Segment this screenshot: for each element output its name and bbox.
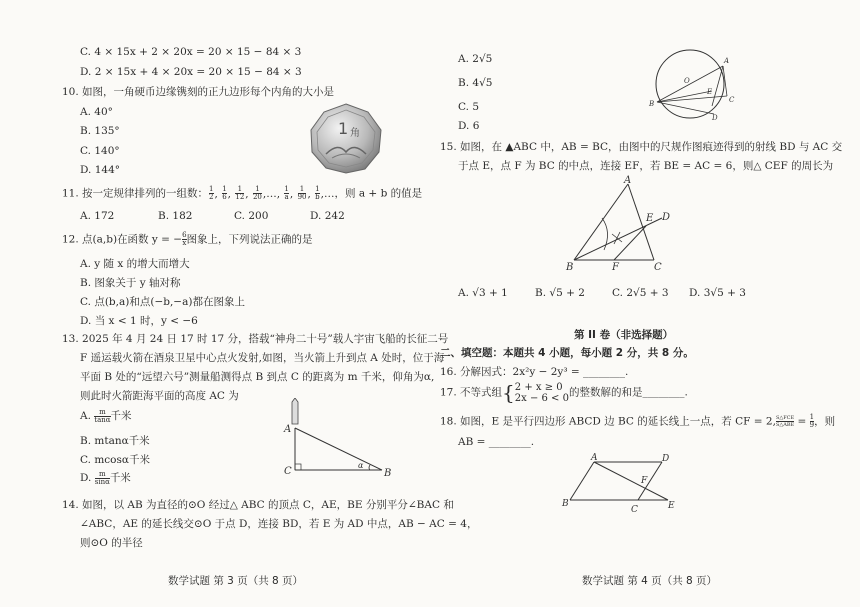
q17-text: 17. 不等式组{ 2 + x ≥ 0 2x − 6 < 0 的整数解的和是________. [440, 380, 688, 405]
q13-option-c: C. mcosα千米 [80, 454, 150, 466]
sequence-fraction: $\frac{1}{20}$ [252, 185, 262, 201]
svg-text:C: C [729, 96, 735, 104]
q11-option-a: A. 172 [80, 210, 115, 222]
q13-line1: 13. 2025 年 4 月 24 日 17 时 17 分，搭载“神舟二十号”载人宇宙飞船的长征二号 [62, 333, 449, 345]
q12-option-c: C. 点(b,a)和点(−b,−a)都在图象上 [80, 296, 245, 308]
q13-option-b: B. mtanα千米 [80, 435, 150, 447]
q18-line2: AB = ________. [458, 436, 535, 448]
q14-option-c: C. 5 [458, 101, 480, 113]
q15-option-d: D. 3√5 + 3 [689, 287, 746, 299]
q11-option-d: D. 242 [310, 210, 345, 222]
q14-line2: ∠ABC，AE 的延长线交⊙O 于点 D，连接 BD，若 E 为 AD 中点，AB − AC = 4， [80, 518, 478, 530]
svg-text:E: E [646, 213, 654, 224]
svg-text:A: A [591, 453, 598, 463]
svg-text:α: α [358, 461, 364, 470]
svg-text:A: A [724, 57, 730, 65]
q15-line2: 于点 E，点 F 为 BC 的中点，连接 EF，若 BE = AC = 6，则△ CEF 的周长为 [458, 160, 834, 172]
part2-title: 第 II 卷（非选择题） [574, 329, 674, 341]
circle-figure [644, 46, 740, 122]
svg-text:C: C [284, 466, 292, 477]
sequence-fraction: $\frac{1}{6}$ [222, 185, 227, 201]
svg-text:B: B [649, 100, 655, 108]
q13-line4: 则此时火箭距海平面的高度 AC 为 [80, 390, 239, 402]
svg-text:E: E [707, 88, 713, 96]
sequence-fraction: $\frac{1}{12}$ [235, 185, 245, 201]
q13-option-a: A. $\frac{m}{\tan\alpha}$ 千米 [80, 407, 132, 424]
svg-text:D: D [712, 114, 718, 122]
q12-fraction: $\frac{6}{x}$ [182, 231, 187, 247]
q15-option-c: C. 2√5 + 3 [612, 287, 669, 299]
q14-option-d: D. 6 [458, 120, 480, 132]
q15-option-b: B. √5 + 2 [535, 287, 585, 299]
svg-text:B: B [384, 468, 392, 479]
sequence-fraction: $\frac{1}{a}$ [284, 185, 289, 201]
q15-option-a: A. √3 + 1 [458, 287, 508, 299]
q14-line3: 则⊙O 的半径 [80, 537, 143, 549]
svg-text:F: F [612, 262, 619, 273]
q13-line2: F 遥运载火箭在酒泉卫星中心点火发射,如图，当火箭上升到点 A 处时，位于海 [80, 352, 445, 364]
svg-text:B: B [562, 499, 569, 509]
q10-option-d: D. 144° [80, 164, 121, 176]
q14-option-a: A. 2√5 [458, 53, 493, 65]
q11-option-b: B. 182 [158, 210, 193, 222]
rocket-figure [276, 398, 396, 482]
svg-text:A: A [624, 175, 632, 186]
svg-text:O: O [684, 77, 690, 85]
svg-text:C: C [631, 505, 638, 514]
q10-text: 10. 如图，一角硬币边缘镌刻的正九边形每个内角的大小是 [62, 86, 335, 98]
section2-header: 二、填空题：本题共 4 小题，每小题 2 分，共 8 分。 [440, 347, 694, 359]
q11-sequence: $\frac{1}{2}$ , $\frac{1}{6}$ , $\frac{1}{12}$ , $\frac{1}{20}$ ,…, $\frac{1}{a}$ , $\frac{1}{90}$ , $\frac{1}{b}$ ,… [209, 185, 335, 201]
q16-text: 16. 分解因式：2x²y − 2y³ = ________. [440, 366, 629, 378]
q15-line1: 15. 如图，在 ▲ABC 中，AB = BC，由图中的尺规作图痕迹得到的射线 BD 与 AC 交 [440, 141, 843, 153]
q9-option-d: D. 2 × 15x + 4 × 20x = 20 × 15 − 84 × 3 [80, 66, 302, 78]
q13-line3: 平面 B 处的“远望六号”测量船测得点 B 到点 C 的距离为 m 千米，仰角为α, [80, 371, 435, 383]
footer-page-4: 数学试题 第 4 页（共 8 页） [582, 575, 718, 587]
svg-text:1: 1 [338, 119, 349, 138]
q14-line1: 14. 如图，以 AB 为直径的⊙O 经过△ ABC 的顶点 C，AE，BE 分别平分∠BAC 和 [62, 499, 454, 511]
svg-text:角: 角 [350, 128, 360, 139]
svg-text:F: F [641, 476, 648, 486]
q18-line1: 18. 如图，E 是平行四边形 ABCD 边 BC 的延长线上一点，若 CF = 2, $\frac{\text{S△FCE}}{\text{S△ABE}}$ = $\frac{1}{9}$ ，则 [440, 413, 836, 429]
q10-option-b: B. 135° [80, 125, 120, 137]
q10-option-a: A. 40° [80, 106, 113, 118]
q12-option-b: B. 图象关于 y 轴对称 [80, 277, 181, 289]
q12-text: 12. 点(a,b)在函数 y = − $\frac{6}{x}$ 图象上，下列说法正确的是 [62, 231, 313, 247]
triangle-figure [562, 174, 678, 274]
q12-option-a: A. y 随 x 的增大而增大 [80, 258, 190, 270]
sequence-fraction: $\frac{1}{b}$ [315, 185, 320, 201]
svg-text:D: D [662, 454, 670, 464]
rocket-icon [292, 398, 298, 424]
q11-option-c: C. 200 [234, 210, 269, 222]
q14-option-b: B. 4√5 [458, 77, 493, 89]
q13-option-d: D. $\frac{m}{\sin\alpha}$ 千米 [80, 469, 131, 486]
coin-image [308, 102, 384, 174]
svg-text:A: A [284, 424, 292, 435]
footer-page-3: 数学试题 第 3 页（共 8 页） [168, 575, 304, 587]
svg-text:D: D [662, 212, 671, 223]
svg-text:B: B [566, 262, 574, 273]
sequence-fraction: $\frac{1}{2}$ [209, 185, 214, 201]
q11-text: 11. 按一定规律排列的一组数： $\frac{1}{2}$ , $\frac{1}{6}$ , $\frac{1}{12}$ , $\frac{1}{20}$ ,…, $\frac{1}{a}$ , $\frac{1}{90}$ , $\frac{1}{b}$ ,…，则 a + b 的值是 [62, 185, 423, 201]
parallelogram-figure [558, 452, 684, 514]
svg-text:C: C [654, 262, 662, 273]
q12-option-d: D. 当 x < 1 时，y < −6 [80, 315, 198, 327]
svg-text:E: E [668, 501, 675, 511]
sequence-fraction: $\frac{1}{90}$ [297, 185, 307, 201]
q9-option-c: C. 4 × 15x + 2 × 20x = 20 × 15 − 84 × 3 [80, 46, 302, 58]
q10-option-c: C. 140° [80, 145, 120, 157]
